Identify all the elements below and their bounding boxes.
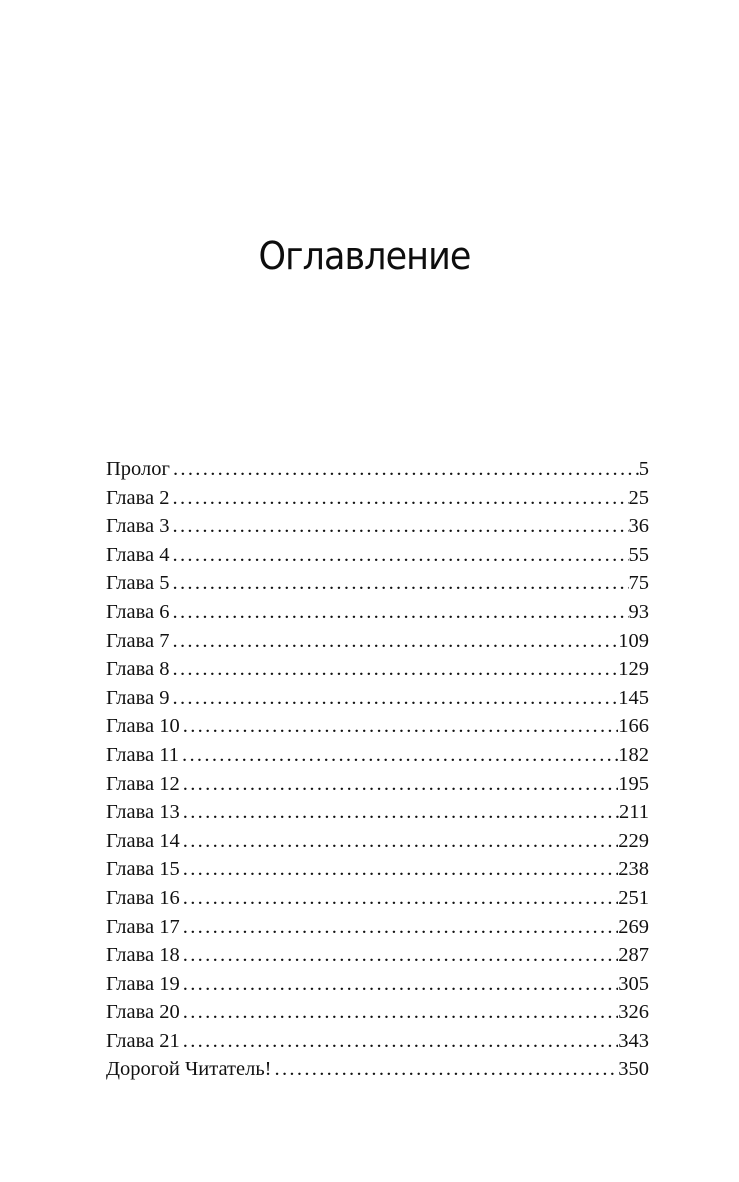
toc-entry-label: Глава 9	[106, 686, 170, 709]
toc-entry-label: Глава 14	[106, 829, 180, 852]
dot-leader	[180, 1027, 618, 1056]
toc-entry-label: Глава 10	[106, 715, 180, 738]
dot-leader	[180, 712, 618, 741]
toc-entry	[106, 655, 649, 684]
toc-entry-label: Глава 19	[106, 972, 180, 995]
dot-leader	[180, 970, 618, 999]
toc-entry-label: Глава 8	[106, 658, 170, 681]
toc-entry	[106, 1027, 649, 1056]
dot-leader	[180, 941, 618, 970]
toc-entry-label: Глава 12	[106, 772, 180, 795]
toc-entry-page: 251	[618, 886, 649, 909]
toc-entry-label: Пролог	[106, 458, 170, 480]
toc-entry-page: 238	[618, 858, 649, 881]
dot-leader	[180, 998, 618, 1027]
toc-entry-label: Глава 3	[106, 515, 170, 538]
dot-leader	[170, 541, 629, 570]
toc-entry	[106, 770, 649, 799]
dot-leader	[180, 798, 619, 827]
toc-entry	[106, 798, 649, 827]
toc-entry	[106, 712, 649, 741]
dot-leader	[180, 913, 618, 942]
toc-entry-label: Глава 11	[106, 743, 180, 766]
dot-leader	[180, 770, 618, 799]
toc-entry-page: 129	[618, 658, 649, 681]
toc-entry	[106, 569, 649, 598]
toc-entry	[106, 970, 649, 999]
toc-entry-page: 109	[618, 629, 649, 652]
toc-entry-label: Глава 13	[106, 801, 180, 824]
toc-entry	[106, 541, 649, 570]
toc-entry	[106, 484, 649, 513]
toc-entry-label: Глава 20	[106, 1001, 180, 1024]
toc-entry	[106, 998, 649, 1027]
dot-leader	[170, 569, 629, 598]
dot-leader	[170, 455, 639, 484]
toc-entry-label: Глава 15	[106, 858, 180, 881]
toc-entry-page: 195	[618, 772, 649, 795]
dot-leader	[179, 741, 618, 770]
toc-entry-page: 75	[628, 572, 649, 595]
toc-entry-page: 305	[618, 972, 649, 995]
toc-entry-label: Глава 21	[106, 1029, 180, 1052]
dot-leader	[180, 827, 618, 856]
dot-leader	[170, 684, 619, 713]
toc-entry-page: 326	[618, 1001, 649, 1024]
dot-leader	[170, 655, 619, 684]
toc-entry	[106, 627, 649, 656]
toc-entry	[106, 684, 649, 713]
toc-entry-page: 182	[618, 743, 649, 766]
toc-entry	[106, 941, 649, 970]
toc-entry-page: 25	[628, 486, 649, 509]
toc-entry-label: Глава 4	[106, 543, 170, 566]
toc-entry-page: 166	[618, 715, 649, 738]
toc-entry-label: Глава 17	[106, 915, 180, 938]
dot-leader	[180, 884, 618, 913]
toc-entry-page: 211	[619, 801, 649, 824]
toc-entry-label: Глава 2	[106, 486, 170, 509]
toc-entry-page: 287	[618, 944, 649, 967]
toc-entry-page: 36	[628, 515, 649, 538]
dot-leader	[170, 627, 619, 656]
toc-entry	[106, 512, 649, 541]
toc-entry-page: 229	[618, 829, 649, 852]
toc-entry-page: 145	[618, 686, 649, 709]
toc-entry-label: Глава 18	[106, 944, 180, 967]
dot-leader	[170, 598, 629, 627]
toc-entry	[106, 1055, 649, 1084]
toc-entry-page: 269	[618, 915, 649, 938]
toc-entry-page: 93	[628, 600, 649, 623]
toc-entry	[106, 855, 649, 884]
toc-entry-page: 350	[618, 1058, 649, 1081]
toc-entry	[106, 598, 649, 627]
toc-entry-page: 55	[628, 543, 649, 566]
toc-entry	[106, 741, 649, 770]
dot-leader	[180, 855, 618, 884]
table-of-contents	[106, 455, 649, 1084]
toc-entry	[106, 884, 649, 913]
toc-entry	[106, 827, 649, 856]
toc-entry-label: Глава 7	[106, 629, 170, 652]
toc-entry	[106, 913, 649, 942]
dot-leader	[170, 484, 629, 513]
toc-entry-page: 343	[618, 1029, 649, 1052]
toc-entry-label: Глава 16	[106, 886, 180, 909]
toc-entry	[106, 455, 649, 484]
toc-entry-page: 5	[638, 458, 649, 480]
page-title: Оглавление	[258, 234, 471, 279]
dot-leader	[170, 512, 629, 541]
dot-leader	[272, 1055, 619, 1084]
toc-entry-label: Глава 5	[106, 572, 170, 595]
toc-entry-label: Дорогой Читатель!	[106, 1058, 272, 1081]
toc-entry-label: Глава 6	[106, 600, 170, 623]
